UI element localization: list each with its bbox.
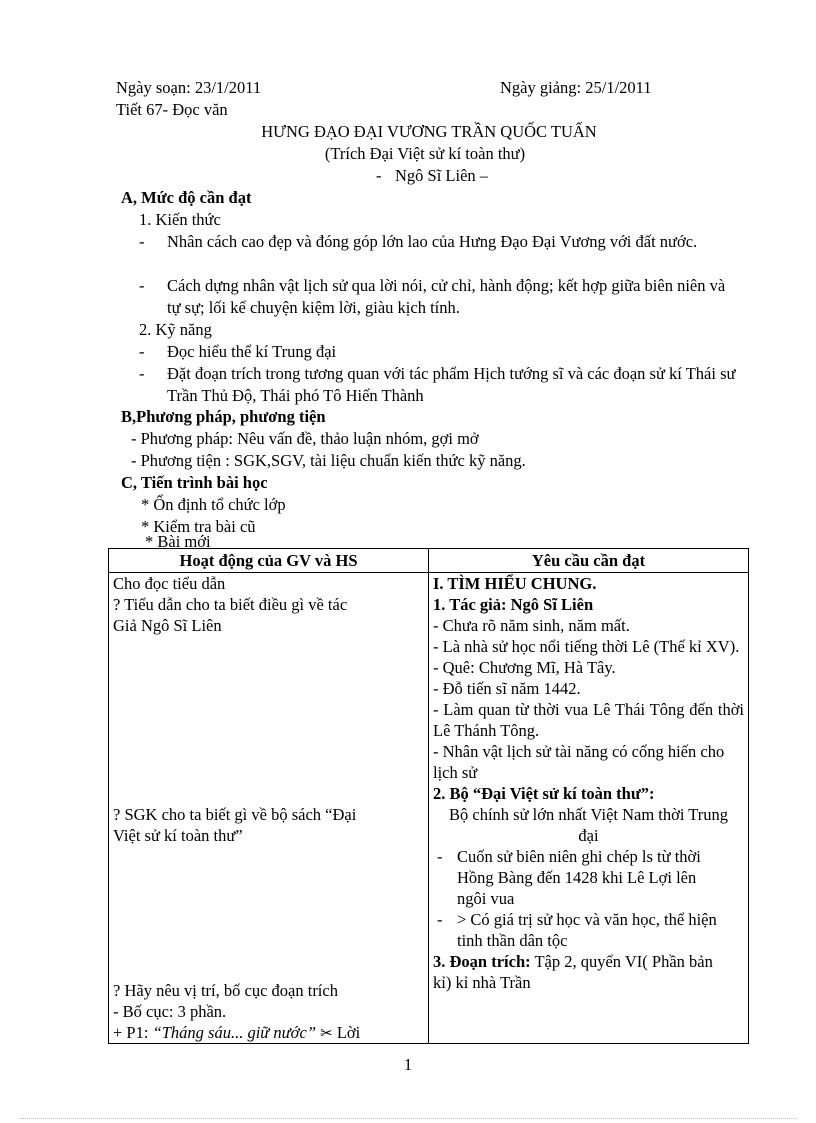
part-label: + P1: xyxy=(113,1023,149,1042)
activity-line: ? Hãy nêu vị trí, bố cục đoạn trích xyxy=(113,981,338,1000)
requirement-line: - Chưa rõ năm sinh, năm mất. xyxy=(433,616,630,635)
part-quote: “Tháng sáu... giữ nước” xyxy=(152,1023,316,1042)
section-c-step: * Ổn định tổ chức lớp xyxy=(141,495,286,514)
requirement-bullet xyxy=(433,846,744,909)
requirement-bullet xyxy=(433,909,744,951)
teach-date: Ngày giảng: 25/1/2011 xyxy=(500,78,652,97)
activity-line: ? SGK cho ta biết gì về bộ sách “Đại xyxy=(113,805,357,824)
page-title: HƯNG ĐẠO ĐẠI VƯƠNG TRẦN QUỐC TUẤN xyxy=(261,122,597,141)
requirement-line: - Làm quan từ thời vua Lê Thái Tông đến thời Lê Thánh Tông. xyxy=(433,700,744,740)
activity-line xyxy=(113,1022,425,1044)
bullet-text: Cách dựng nhân vật lịch sử qua lời nói, cử chỉ, hành động; kết hợp giữa biên niên và tự sự; lối kể chuyện kiệm lời, giàu kịch tính. xyxy=(167,276,726,317)
table-header-requirements: Yêu cầu cần đạt xyxy=(429,549,749,573)
bullet-text: Đọc hiểu thể kí Trung đại xyxy=(167,342,337,361)
section-a-item-1: 1. Kiến thức xyxy=(139,210,221,229)
dash-marker: - xyxy=(139,276,145,295)
bullet-text: Đặt đoạn trích trong tương quan với tác phẩm Hịch tướng sĩ và các đoạn sử kí Thái sư Trần Thủ Độ, Thái phó Tô Hiến Thành xyxy=(167,364,736,405)
author-dash: - xyxy=(376,166,382,185)
table-header-row xyxy=(109,549,749,573)
section-b-heading: B,Phương pháp, phương tiện xyxy=(121,407,326,426)
dash-marker: - xyxy=(437,847,443,866)
requirement-heading: 3. Đoạn trích: xyxy=(433,952,531,971)
requirement-line: - Đỗ tiến sĩ năm 1442. xyxy=(433,679,581,698)
lesson-table xyxy=(108,548,749,1044)
requirement-text: Tập 2, quyển VI( Phần bản kỉ) kỉ nhà Trần xyxy=(433,952,713,992)
table-row xyxy=(109,573,749,1044)
activities-cell xyxy=(109,573,429,1044)
section-b-line: - Phương pháp: Nêu vấn đề, thảo luận nhóm, gợi mở xyxy=(131,429,479,448)
requirement-line: - Là nhà sử học nổi tiếng thời Lê (Thế kỉ XV). xyxy=(433,637,740,656)
activity-line: Việt sử kí toàn thư” xyxy=(113,826,243,845)
part-suffix: Lời xyxy=(336,1023,361,1042)
prep-date: Ngày soạn: 23/1/2011 xyxy=(116,78,262,97)
dash-marker: - xyxy=(139,342,145,361)
lesson-label: Tiết 67- Đọc văn xyxy=(116,100,228,119)
section-b-line: - Phương tiện : SGK,SGV, tài liệu chuẩn kiến thức kỹ năng. xyxy=(131,451,526,470)
page-number: 1 xyxy=(403,1055,413,1074)
requirements-cell xyxy=(429,573,749,1044)
dash-marker: - xyxy=(437,910,443,929)
table-header-activities: Hoạt động của GV và HS xyxy=(109,549,429,573)
activity-line: ? Tiểu dẫn cho ta biết điều gì về tác xyxy=(113,595,348,614)
requirement-line xyxy=(433,951,733,993)
author-line: Ngô Sĩ Liên – xyxy=(395,166,489,185)
page-edge-divider xyxy=(20,1118,796,1119)
page-subtitle: (Trích Đại Việt sử kí toàn thư) xyxy=(324,144,526,163)
scissors-icon: ✂ xyxy=(320,1024,333,1042)
section-a-item-2: 2. Kỹ năng xyxy=(139,320,212,339)
requirement-line: - Nhân vật lịch sử tài năng có cống hiến cho lịch sử xyxy=(433,742,725,782)
requirement-line: Cuốn sử biên niên ghi chép ls từ thời Hồng Bàng đến 1428 khi Lê Lợi lên ngôi vua xyxy=(457,847,701,908)
requirement-heading: 2. Bộ “Đại Việt sử kí toàn thư”: xyxy=(433,784,655,803)
bullet-text: Nhân cách cao đẹp và đóng góp lớn lao của Hưng Đạo Đại Vương với đất nước. xyxy=(167,232,698,251)
section-c-step: * Kiểm tra bài cũ xyxy=(141,517,256,536)
dash-marker: - xyxy=(139,364,145,383)
requirement-line: - Quê: Chương Mĩ, Hà Tây. xyxy=(433,658,616,677)
requirement-line: Bộ chính sử lớn nhất Việt Nam thời Trung đại xyxy=(448,805,729,845)
activity-line: - Bố cục: 3 phần. xyxy=(113,1002,227,1021)
activity-line: Cho đọc tiểu dẫn xyxy=(113,574,226,593)
dash-marker: - xyxy=(139,232,145,251)
section-c-step: * Bài mới xyxy=(145,532,211,551)
requirement-heading: 1. Tác giả: Ngô Sĩ Liên xyxy=(433,595,594,614)
activity-line: Giả Ngô Sĩ Liên xyxy=(113,616,222,635)
requirement-heading: I. TÌM HIỂU CHUNG. xyxy=(433,574,597,593)
section-c-heading: C, Tiến trình bài học xyxy=(121,473,268,492)
requirement-line: > Có giá trị sử học và văn học, thể hiện tinh thần dân tộc xyxy=(457,910,717,950)
section-a-heading: A, Mức độ cần đạt xyxy=(121,188,252,207)
